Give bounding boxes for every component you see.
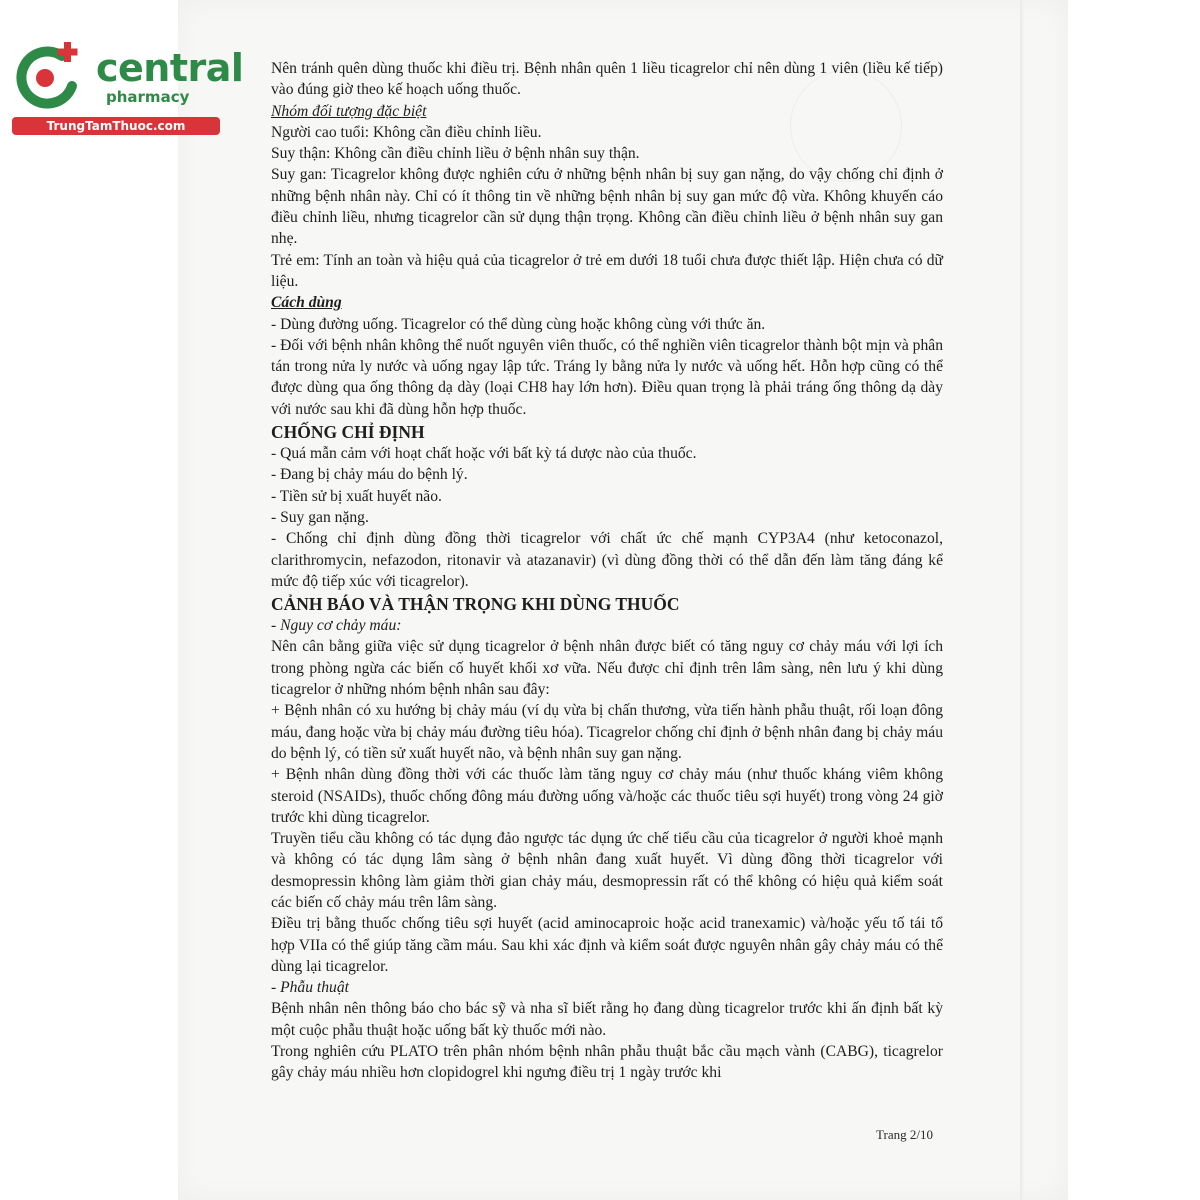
- subheading-bleeding-risk: - Nguy cơ chảy máu:: [271, 617, 402, 635]
- paragraph: - Tiền sử bị xuất huyết não.: [271, 487, 442, 505]
- page-edge: [1020, 0, 1024, 1200]
- page-number: Trang 2/10: [876, 1127, 933, 1142]
- subheading-surgery: - Phẫu thuật: [271, 979, 349, 997]
- subheading-special-groups: Nhóm đối tượng đặc biệt: [271, 102, 427, 120]
- paragraph: + Bệnh nhân có xu hướng bị chảy máu (ví dụ vừa bị chấn thương, vừa tiến hành phẫu thuật, rối loạn đông máu, đang hoặc vừa bị chảy máu đường tiêu hóa). Ticagrelor chống chỉ định ở bệnh nhân đang bị chảy máu do bệnh lý, có tiền sử xuất huyết não, và bệnh nhân suy gan nặng.: [271, 702, 943, 762]
- paragraph: - Chống chỉ định dùng đồng thời ticagrelor với chất ức chế mạnh CYP3A4 (như ketoconazol, clarithromycin, nefazodon, ritonavir và atazanavir) (vì dùng đồng thời có thể dẫn đến làm tăng đáng kể mức độ tiếp xúc với ticagrelor).: [271, 530, 943, 590]
- paragraph: Trẻ em: Tính an toàn và hiệu quả của ticagrelor ở trẻ em dưới 18 tuổi chưa được thiết lập. Hiện chưa có dữ liệu.: [271, 251, 943, 290]
- subheading-usage: Cách dùng: [271, 294, 342, 312]
- paragraph: Suy gan: Ticagrelor không được nghiên cứu ở những bệnh nhân bị suy gan nặng, do vậy chống chỉ định ở những bệnh nhân này. Chỉ có ít thông tin về những bệnh nhân bị suy gan mức độ vừa. Không khuyến cáo điều chỉnh liều, nhưng ticagrelor cần sử dụng thận trọng. Không cần điều chỉnh liều ở bệnh nhân suy gan nhẹ.: [271, 166, 943, 248]
- paragraph: Bệnh nhân nên thông báo cho bác sỹ và nha sĩ biết rằng họ đang dùng ticagrelor trước khi ấn định bất kỳ một cuộc phẫu thuật hoặc uống bất kỳ thuốc mới nào.: [271, 1000, 943, 1039]
- logo-sub-text: pharmacy: [106, 88, 190, 106]
- paragraph: Suy thận: Không cần điều chỉnh liều ở bệnh nhân suy thận.: [271, 145, 640, 163]
- paragraph: Nên tránh quên dùng thuốc khi điều trị. Bệnh nhân quên 1 liều ticagrelor chỉ nên dùng 1 viên (liều kế tiếp) vào đúng giờ theo kế hoạch uống thuốc.: [271, 60, 943, 99]
- paragraph: Điều trị bằng thuốc chống tiêu sợi huyết (acid aminocaproic hoặc acid tranexamic) và/hoặc yếu tố tái tổ hợp VIIa có thể giúp tăng cầm máu. Sau khi xác định và kiểm soát được nguyên nhân gây chảy máu có thể dùng lại ticagrelor.: [271, 915, 943, 975]
- paragraph: + Bệnh nhân dùng đồng thời với các thuốc làm tăng nguy cơ chảy máu (như thuốc kháng viêm không steroid (NSAIDs), thuốc chống đông máu đường uống và/hoặc các thuốc tiêu sợi huyết) trong vòng 24 giờ trước khi dùng ticagrelor.: [271, 766, 943, 826]
- paragraph: - Đối với bệnh nhân không thể nuốt nguyên viên thuốc, có thể nghiền viên ticagrelor thành bột mịn và phân tán trong nửa ly nước và uống ngay lập tức. Tráng ly bằng nửa ly nước và uống hết. Hỗn hợp cũng có thể được dùng qua ống thông dạ dày (loại CH8 hay lớn hơn). Điều quan trọng là phải tráng ống thông dạ dày với nước sau khi đã dùng hỗn hợp thuốc.: [271, 336, 943, 418]
- document-body: [271, 58, 943, 1084]
- paragraph: - Đang bị chảy máu do bệnh lý.: [271, 466, 468, 484]
- section-heading-contraindications: CHỐNG CHỈ ĐỊNH: [271, 422, 425, 443]
- paragraph: Truyền tiểu cầu không có tác dụng đảo ngược tác dụng ức chế tiểu cầu của ticagrelor ở người khoẻ mạnh và không có tác dụng lâm sàng ở bệnh nhân đang xuất huyết. Vì dùng đồng thời ticagrelor với desmopressin không làm giảm thời gian chảy máu, desmopressin rất có thể không có hiệu quả kiểm soát các biến cố chảy máu trên lâm sàng.: [271, 830, 943, 911]
- section-heading-warnings: CẢNH BÁO VÀ THẬN TRỌNG KHI DÙNG THUỐC: [271, 594, 680, 615]
- pharmacy-cross-icon: [10, 36, 90, 116]
- paragraph: Nên cân bằng giữa việc sử dụng ticagrelor ở bệnh nhân được biết có tăng nguy cơ chảy máu với lợi ích trong phòng ngừa các biến cố huyết khối xơ vữa. Nếu được chỉ định trên lâm sàng, nên lưu ý khi dùng ticagrelor ở những nhóm bệnh nhân sau đây:: [271, 638, 943, 699]
- paragraph: - Suy gan nặng.: [271, 508, 369, 526]
- logo-url-banner[interactable]: TrungTamThuoc.com: [12, 117, 220, 135]
- paragraph: Trong nghiên cứu PLATO trên phân nhóm bệnh nhân phẫu thuật bắc cầu mạch vành (CABG), ticagrelor gây chảy máu nhiều hơn clopidogrel khi ngưng điều trị 1 ngày trước khi: [271, 1043, 943, 1082]
- paragraph: - Quá mẫn cảm với hoạt chất hoặc với bất kỳ tá dược nào của thuốc.: [271, 445, 697, 463]
- logo-brand-text: central: [96, 46, 244, 90]
- central-pharmacy-logo[interactable]: [10, 36, 244, 136]
- paragraph: - Dùng đường uống. Ticagrelor có thể dùng cùng hoặc không cùng với thức ăn.: [271, 315, 766, 333]
- paragraph: Người cao tuổi: Không cần điều chỉnh liều.: [271, 123, 542, 141]
